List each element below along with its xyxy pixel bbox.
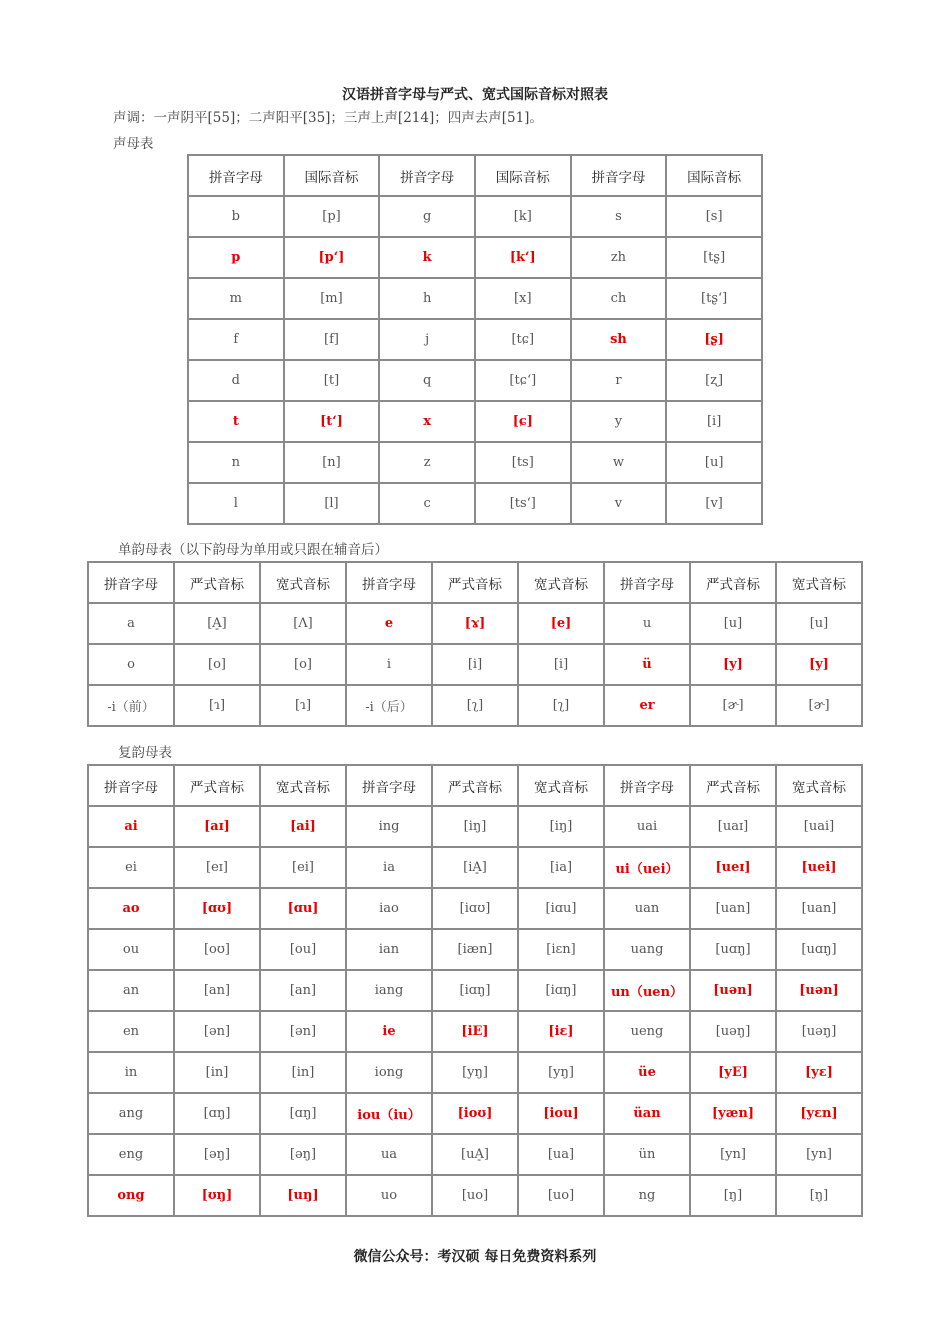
table-cell: ai xyxy=(88,806,174,847)
column-header: 宽式音标 xyxy=(260,765,346,806)
table-cell: [iɑʊ] xyxy=(432,888,518,929)
table-cell: [iɛ] xyxy=(518,1011,604,1052)
table-cell: ie xyxy=(346,1011,432,1052)
table-cell: b xyxy=(188,196,284,237)
table-cell: sh xyxy=(571,319,667,360)
table-cell: n xyxy=(188,442,284,483)
table-row xyxy=(88,1175,862,1216)
table-cell: [oʊ] xyxy=(174,929,260,970)
table-cell: k xyxy=(379,237,475,278)
table-cell: [uo] xyxy=(432,1175,518,1216)
table-cell: [e] xyxy=(518,603,604,644)
table-cell: [uɑŋ] xyxy=(776,929,862,970)
table-cell: e xyxy=(346,603,432,644)
table-cell: [i] xyxy=(666,401,762,442)
table-cell: [ʐ] xyxy=(666,360,762,401)
table-cell: [Λ] xyxy=(260,603,346,644)
table-cell: [ən] xyxy=(260,1011,346,1052)
table-cell: eng xyxy=(88,1134,174,1175)
table-cell: uan xyxy=(604,888,690,929)
table-cell: [ɤ] xyxy=(432,603,518,644)
table-cell: l xyxy=(188,483,284,524)
footer-note: 微信公众号：考汉硕 每日免费资料系列 xyxy=(353,1249,597,1265)
table-cell: [əŋ] xyxy=(174,1134,260,1175)
compound-finals-label: 复韵母表 xyxy=(118,745,172,761)
table-cell: in xyxy=(88,1052,174,1093)
table-cell: ui（uei） xyxy=(604,847,690,888)
table-cell: [ua] xyxy=(518,1134,604,1175)
table-row xyxy=(188,360,762,401)
table-cell: [i] xyxy=(518,644,604,685)
table-cell: [uo] xyxy=(518,1175,604,1216)
table-cell: ia xyxy=(346,847,432,888)
page-title: 汉语拼音字母与严式、宽式国际音标对照表 xyxy=(342,87,608,103)
column-header: 拼音字母 xyxy=(88,765,174,806)
table-row xyxy=(88,1011,862,1052)
table-cell: [an] xyxy=(260,970,346,1011)
table-row xyxy=(188,442,762,483)
table-cell: [iɛn] xyxy=(518,929,604,970)
table-cell: uai xyxy=(604,806,690,847)
table-cell: y xyxy=(571,401,667,442)
table-cell: [ts] xyxy=(475,442,571,483)
table-cell: [iE] xyxy=(432,1011,518,1052)
table-cell: [ŋ] xyxy=(776,1175,862,1216)
table-cell: [tɕʻ] xyxy=(475,360,571,401)
table-cell: s xyxy=(571,196,667,237)
table-cell: [x] xyxy=(475,278,571,319)
table-cell: iao xyxy=(346,888,432,929)
compound-finals-table xyxy=(87,764,863,1217)
table-cell: d xyxy=(188,360,284,401)
table-row xyxy=(188,237,762,278)
table-cell: ua xyxy=(346,1134,432,1175)
table-cell: [iɑŋ] xyxy=(432,970,518,1011)
table-cell: [ueɪ] xyxy=(690,847,776,888)
table-cell: o xyxy=(88,644,174,685)
table-cell: ong xyxy=(88,1175,174,1216)
table-cell: p xyxy=(188,237,284,278)
table-cell: [m] xyxy=(284,278,380,319)
table-cell: [uŋ] xyxy=(260,1175,346,1216)
table-cell: v xyxy=(571,483,667,524)
table-cell: ueng xyxy=(604,1011,690,1052)
column-header: 国际音标 xyxy=(475,155,571,196)
header-row xyxy=(88,765,862,806)
table-cell: [iæn] xyxy=(432,929,518,970)
column-header: 拼音字母 xyxy=(346,765,432,806)
table-cell: zh xyxy=(571,237,667,278)
table-row xyxy=(88,806,862,847)
table-cell: [f] xyxy=(284,319,380,360)
table-row xyxy=(188,401,762,442)
table-cell: q xyxy=(379,360,475,401)
table-cell: [u] xyxy=(690,603,776,644)
table-row xyxy=(88,888,862,929)
table-cell: en xyxy=(88,1011,174,1052)
table-row xyxy=(88,644,862,685)
table-row xyxy=(188,483,762,524)
table-cell: w xyxy=(571,442,667,483)
table-cell: c xyxy=(379,483,475,524)
table-row xyxy=(188,278,762,319)
table-cell: [u] xyxy=(666,442,762,483)
table-cell: [i] xyxy=(432,644,518,685)
table-cell: r xyxy=(571,360,667,401)
table-cell: [p] xyxy=(284,196,380,237)
table-cell: a xyxy=(88,603,174,644)
table-cell: [ɿ] xyxy=(174,685,260,726)
table-cell: u xyxy=(604,603,690,644)
table-cell: j xyxy=(379,319,475,360)
table-cell: [l] xyxy=(284,483,380,524)
column-header: 宽式音标 xyxy=(776,562,862,603)
table-cell: ang xyxy=(88,1093,174,1134)
table-cell: [yɛn] xyxy=(776,1093,862,1134)
table-cell: [ɑu] xyxy=(260,888,346,929)
header-row xyxy=(188,155,762,196)
table-cell: un（uen） xyxy=(604,970,690,1011)
column-header: 严式音标 xyxy=(432,765,518,806)
column-header: 严式音标 xyxy=(432,562,518,603)
table-cell: [aɪ] xyxy=(174,806,260,847)
column-header: 宽式音标 xyxy=(518,765,604,806)
table-cell: ü xyxy=(604,644,690,685)
simple-finals-label: 单韵母表（以下韵母为单用或只跟在辅音后） xyxy=(118,542,388,558)
table-cell: [tʂ] xyxy=(666,237,762,278)
table-cell: [tɕ] xyxy=(475,319,571,360)
table-cell: [iou] xyxy=(518,1093,604,1134)
table-cell: [yɛ] xyxy=(776,1052,862,1093)
table-cell: [ou] xyxy=(260,929,346,970)
table-cell: uo xyxy=(346,1175,432,1216)
table-cell: [uai] xyxy=(776,806,862,847)
table-cell: [pʻ] xyxy=(284,237,380,278)
table-cell: [v] xyxy=(666,483,762,524)
table-cell: ing xyxy=(346,806,432,847)
table-cell: [ʂ] xyxy=(666,319,762,360)
table-cell: h xyxy=(379,278,475,319)
table-cell: [yn] xyxy=(690,1134,776,1175)
column-header: 拼音字母 xyxy=(604,562,690,603)
table-cell: [iɑŋ] xyxy=(518,970,604,1011)
column-header: 严式音标 xyxy=(690,562,776,603)
table-cell: [in] xyxy=(260,1052,346,1093)
table-cell: -i（前） xyxy=(88,685,174,726)
table-cell: [ɑŋ] xyxy=(174,1093,260,1134)
table-row xyxy=(88,929,862,970)
table-cell: ian xyxy=(346,929,432,970)
table-cell: ao xyxy=(88,888,174,929)
table-cell: [uA̠] xyxy=(432,1134,518,1175)
table-cell: [uaɪ] xyxy=(690,806,776,847)
table-cell: [ɿ] xyxy=(260,685,346,726)
column-header: 宽式音标 xyxy=(260,562,346,603)
table-cell: [ʅ] xyxy=(432,685,518,726)
table-cell: [eɪ] xyxy=(174,847,260,888)
table-cell: t xyxy=(188,401,284,442)
column-header: 宽式音标 xyxy=(518,562,604,603)
table-cell: [ɚ] xyxy=(690,685,776,726)
table-cell: [uən] xyxy=(690,970,776,1011)
table-cell: [ɑŋ] xyxy=(260,1093,346,1134)
table-cell: [iŋ] xyxy=(432,806,518,847)
table-cell: [in] xyxy=(174,1052,260,1093)
column-header: 拼音字母 xyxy=(346,562,432,603)
table-cell: iong xyxy=(346,1052,432,1093)
table-cell: [ei] xyxy=(260,847,346,888)
table-cell: [yŋ] xyxy=(518,1052,604,1093)
table-cell: [uɑŋ] xyxy=(690,929,776,970)
column-header: 拼音字母 xyxy=(88,562,174,603)
table-cell: [ioʊ] xyxy=(432,1093,518,1134)
table-cell: [ɑʊ] xyxy=(174,888,260,929)
table-cell: [ʅ] xyxy=(518,685,604,726)
table-cell: [y] xyxy=(690,644,776,685)
column-header: 严式音标 xyxy=(174,562,260,603)
table-cell: iang xyxy=(346,970,432,1011)
table-cell: [n] xyxy=(284,442,380,483)
table-cell: [yn] xyxy=(776,1134,862,1175)
table-cell: [ən] xyxy=(174,1011,260,1052)
table-cell: [u] xyxy=(776,603,862,644)
column-header: 严式音标 xyxy=(174,765,260,806)
table-cell: ün xyxy=(604,1134,690,1175)
table-cell: [k] xyxy=(475,196,571,237)
table-cell: ou xyxy=(88,929,174,970)
table-cell: [o] xyxy=(174,644,260,685)
initials-table xyxy=(187,154,763,525)
table-cell: [yE] xyxy=(690,1052,776,1093)
column-header: 宽式音标 xyxy=(776,765,862,806)
table-cell: [ɚ] xyxy=(776,685,862,726)
table-cell: [uən] xyxy=(776,970,862,1011)
table-cell: [uan] xyxy=(690,888,776,929)
table-cell: [tʻ] xyxy=(284,401,380,442)
table-cell: er xyxy=(604,685,690,726)
table-cell: [A̠] xyxy=(174,603,260,644)
column-header: 严式音标 xyxy=(690,765,776,806)
table-row xyxy=(188,196,762,237)
table-cell: [iɑu] xyxy=(518,888,604,929)
table-row xyxy=(88,685,862,726)
table-cell: [o] xyxy=(260,644,346,685)
table-cell: an xyxy=(88,970,174,1011)
table-cell: -i（后） xyxy=(346,685,432,726)
table-cell: m xyxy=(188,278,284,319)
initials-label: 声母表 xyxy=(113,136,154,152)
column-header: 拼音字母 xyxy=(604,765,690,806)
table-cell: [iŋ] xyxy=(518,806,604,847)
table-cell: uang xyxy=(604,929,690,970)
table-cell: [uan] xyxy=(776,888,862,929)
table-row xyxy=(88,1134,862,1175)
table-cell: z xyxy=(379,442,475,483)
table-cell: [s] xyxy=(666,196,762,237)
table-row xyxy=(88,1093,862,1134)
table-cell: ch xyxy=(571,278,667,319)
table-cell: [ai] xyxy=(260,806,346,847)
column-header: 国际音标 xyxy=(284,155,380,196)
table-cell: [y] xyxy=(776,644,862,685)
table-cell: [uəŋ] xyxy=(690,1011,776,1052)
table-cell: [iA̠] xyxy=(432,847,518,888)
column-header: 拼音字母 xyxy=(188,155,284,196)
table-cell: [uəŋ] xyxy=(776,1011,862,1052)
table-row xyxy=(188,319,762,360)
table-cell: f xyxy=(188,319,284,360)
table-cell: g xyxy=(379,196,475,237)
table-cell: [ɕ] xyxy=(475,401,571,442)
table-cell: ng xyxy=(604,1175,690,1216)
table-cell: [kʻ] xyxy=(475,237,571,278)
table-cell: [ia] xyxy=(518,847,604,888)
table-row xyxy=(88,970,862,1011)
column-header: 拼音字母 xyxy=(571,155,667,196)
table-cell: üe xyxy=(604,1052,690,1093)
table-cell: [əŋ] xyxy=(260,1134,346,1175)
table-cell: iou（iu） xyxy=(346,1093,432,1134)
column-header: 拼音字母 xyxy=(379,155,475,196)
table-cell: ei xyxy=(88,847,174,888)
table-cell: [ŋ] xyxy=(690,1175,776,1216)
table-row xyxy=(88,847,862,888)
simple-finals-table xyxy=(87,561,863,727)
table-cell: üan xyxy=(604,1093,690,1134)
column-header: 国际音标 xyxy=(666,155,762,196)
table-cell: [tsʻ] xyxy=(475,483,571,524)
table-row xyxy=(88,603,862,644)
table-cell: i xyxy=(346,644,432,685)
table-cell: [uei] xyxy=(776,847,862,888)
table-cell: [an] xyxy=(174,970,260,1011)
table-cell: [tʂʻ] xyxy=(666,278,762,319)
table-cell: [yæn] xyxy=(690,1093,776,1134)
table-cell: [t] xyxy=(284,360,380,401)
table-cell: x xyxy=(379,401,475,442)
tone-note: 声调：一声阴平[55]；二声阳平[35]；三声上声[214]；四声去声[51]。 xyxy=(113,110,543,126)
header-row xyxy=(88,562,862,603)
table-cell: [yŋ] xyxy=(432,1052,518,1093)
table-row xyxy=(88,1052,862,1093)
table-cell: [ʊŋ] xyxy=(174,1175,260,1216)
